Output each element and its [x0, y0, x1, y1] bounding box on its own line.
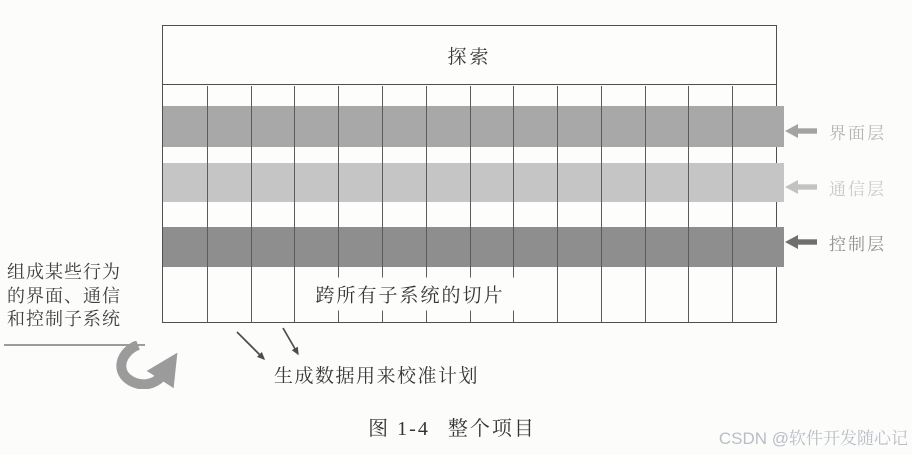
column-line [732, 86, 733, 322]
left-note-line: 组成某些行为 [7, 262, 121, 282]
column-line [601, 86, 602, 322]
caption-title: 整个项目 [447, 418, 536, 440]
layer-pointer-row [785, 177, 886, 197]
layer-band [163, 227, 784, 267]
left-arrow-icon [785, 234, 818, 250]
column-line [251, 86, 252, 322]
bottom-note: 生成数据用来校准计划 [274, 366, 480, 387]
data-generation-arrows-icon [228, 323, 308, 365]
layer-pointer-row [785, 232, 886, 252]
curved-arrow-icon [112, 341, 194, 389]
project-box [162, 25, 777, 323]
layer-pointer-row [785, 121, 886, 141]
layer-label: 界面层 [829, 123, 886, 143]
column-line [557, 86, 558, 322]
column-line [645, 86, 646, 322]
column-line [688, 86, 689, 322]
left-note [7, 261, 159, 332]
caption-figure-number: 图 1-4 [368, 418, 430, 440]
slices-grid [163, 86, 776, 322]
column-line [294, 86, 295, 322]
left-arrow-icon [785, 179, 818, 195]
left-note-line: 的界面、通信 [7, 285, 121, 306]
watermark: CSDN @软件开发随心记 [718, 429, 908, 448]
layer-band [163, 106, 784, 147]
exploration-header [163, 26, 776, 85]
column-line [207, 86, 208, 322]
layer-label: 通信层 [829, 179, 886, 199]
exploration-label: 探索 [447, 46, 492, 68]
left-note-line: 和控制子系统 [7, 309, 121, 329]
layer-label: 控制层 [829, 234, 886, 254]
slice-label: 跨所有子系统的切片 [305, 278, 514, 311]
layer-band [163, 163, 784, 202]
figure-caption [368, 412, 536, 441]
left-arrow-icon [785, 123, 818, 139]
